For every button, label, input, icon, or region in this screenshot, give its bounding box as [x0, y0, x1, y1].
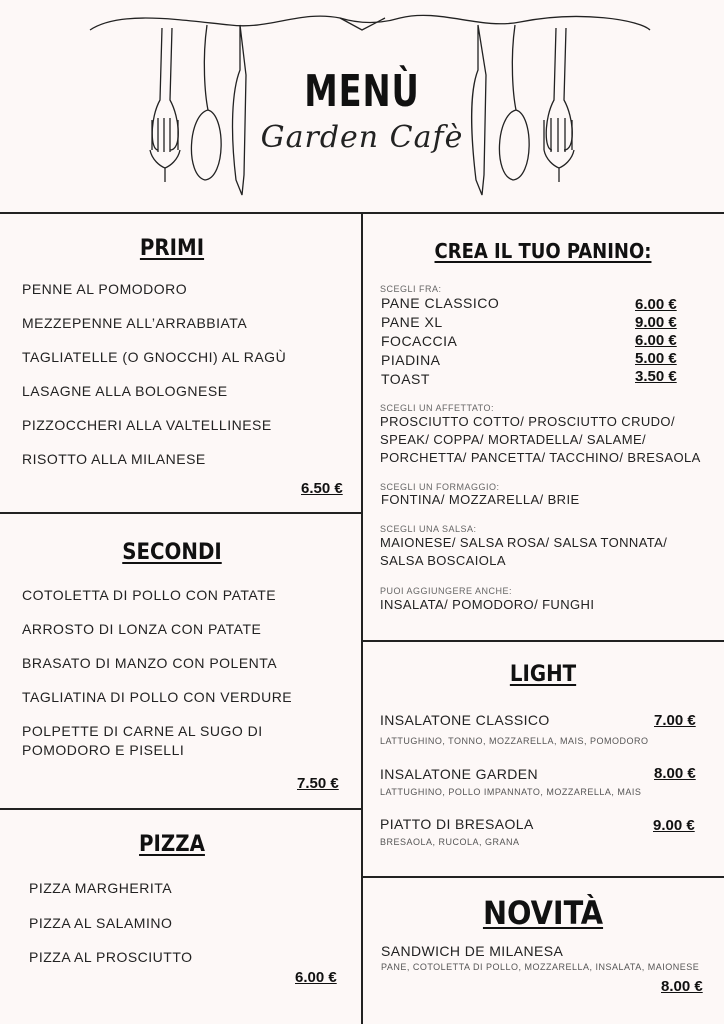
bread-price: 5.00 €	[635, 350, 677, 367]
bread-price: 9.00 €	[635, 314, 677, 331]
bread-price: 6.00 €	[635, 296, 677, 313]
primi-title: PRIMI	[139, 236, 205, 261]
divider	[0, 512, 362, 514]
divider	[362, 640, 724, 642]
light-item: INSALATONE CLASSICO	[380, 712, 550, 728]
salsa-line: SALSA BOSCAIOLA	[380, 553, 506, 568]
light-desc: LATTUGHINO, POLLO IMPANNATO, MOZZARELLA, MAIS	[380, 787, 642, 797]
primi-item: PENNE AL POMODORO	[22, 281, 188, 297]
secondi-item: COTOLETTA DI POLLO CON PATATE	[22, 587, 277, 603]
salsa-label: SCEGLI UNA SALSA:	[380, 524, 477, 534]
primi-item: PIZZOCCHERI ALLA VALTELLINESE	[22, 417, 272, 433]
pizza-title: PIZZA	[139, 832, 205, 857]
primi-item: MEZZEPENNE ALL’ARRABBIATA	[22, 315, 248, 331]
affettato-line: SPEAK/ COPPA/ MORTADELLA/ SALAME/	[380, 432, 647, 447]
bread-name: TOAST	[381, 371, 430, 387]
light-item: INSALATONE GARDEN	[380, 766, 538, 782]
light-desc: LATTUGHINO, TONNO, MOZZARELLA, MAIS, POMODORO	[380, 736, 649, 746]
primi-item: TAGLIATELLE (O GNOCCHI) AL RAGÙ	[22, 349, 287, 365]
extra-text: INSALATA/ POMODORO/ FUNGHI	[380, 597, 595, 612]
secondi-item: ARROSTO DI LONZA CON PATATE	[22, 621, 262, 637]
novita-item: SANDWICH DE MILANESA	[381, 943, 564, 959]
novita-title: NOVITÀ	[482, 894, 604, 932]
pizza-item: PIZZA AL PROSCIUTTO	[29, 949, 193, 965]
light-item: PIATTO DI BRESAOLA	[380, 816, 534, 832]
salsa-line: MAIONESE/ SALSA ROSA/ SALSA TONNATA/	[380, 535, 668, 550]
secondi-item: POMODORO E PISELLI	[22, 742, 185, 758]
cafe-name: Garden Cafè	[260, 120, 464, 155]
affettato-label: SCEGLI UN AFFETTATO:	[380, 403, 495, 413]
secondi-item: POLPETTE DI CARNE AL SUGO DI	[22, 723, 263, 739]
primi-price: 6.50 €	[301, 480, 343, 497]
light-price: 7.00 €	[654, 712, 696, 729]
pizza-price: 6.00 €	[295, 969, 337, 986]
novita-desc: PANE, COTOLETTA DI POLLO, MOZZARELLA, INSALATA, MAIONESE	[381, 962, 700, 972]
affettato-line: PORCHETTA/ PANCETTA/ TACCHINO/ BRESAOLA	[380, 450, 701, 465]
bread-name: PANE XL	[381, 314, 443, 330]
secondi-price: 7.50 €	[297, 775, 339, 792]
bread-name: PIADINA	[381, 352, 441, 368]
light-title: LIGHT	[509, 662, 577, 687]
bread-name: PANE CLASSICO	[381, 295, 500, 311]
light-price: 9.00 €	[653, 817, 695, 834]
bread-name: FOCACCIA	[381, 333, 458, 349]
bread-price: 6.00 €	[635, 332, 677, 349]
secondi-title: SECONDI	[122, 540, 222, 565]
divider	[0, 808, 362, 810]
panino-title: CREA IL TUO PANINO:	[434, 239, 652, 263]
bread-label: SCEGLI FRA:	[380, 284, 442, 294]
primi-item: LASAGNE ALLA BOLOGNESE	[22, 383, 228, 399]
novita-price: 8.00 €	[661, 978, 703, 995]
bread-price: 3.50 €	[635, 368, 677, 385]
primi-item: RISOTTO ALLA MILANESE	[22, 451, 206, 467]
secondi-item: BRASATO DI MANZO CON POLENTA	[22, 655, 278, 671]
formaggio-text: FONTINA/ MOZZARELLA/ BRIE	[381, 492, 580, 507]
secondi-item: TAGLIATINA DI POLLO CON VERDURE	[22, 689, 293, 705]
divider	[362, 876, 724, 878]
formaggio-label: SCEGLI UN FORMAGGIO:	[380, 482, 500, 492]
pizza-item: PIZZA MARGHERITA	[29, 880, 173, 896]
light-desc: BRESAOLA, RUCOLA, GRANA	[380, 837, 520, 847]
menu-title: MENÙ	[304, 66, 420, 117]
light-price: 8.00 €	[654, 765, 696, 782]
affettato-line: PROSCIUTTO COTTO/ PROSCIUTTO CRUDO/	[380, 414, 675, 429]
pizza-item: PIZZA AL SALAMINO	[29, 915, 173, 931]
extra-label: PUOI AGGIUNGERE ANCHE:	[380, 586, 513, 596]
